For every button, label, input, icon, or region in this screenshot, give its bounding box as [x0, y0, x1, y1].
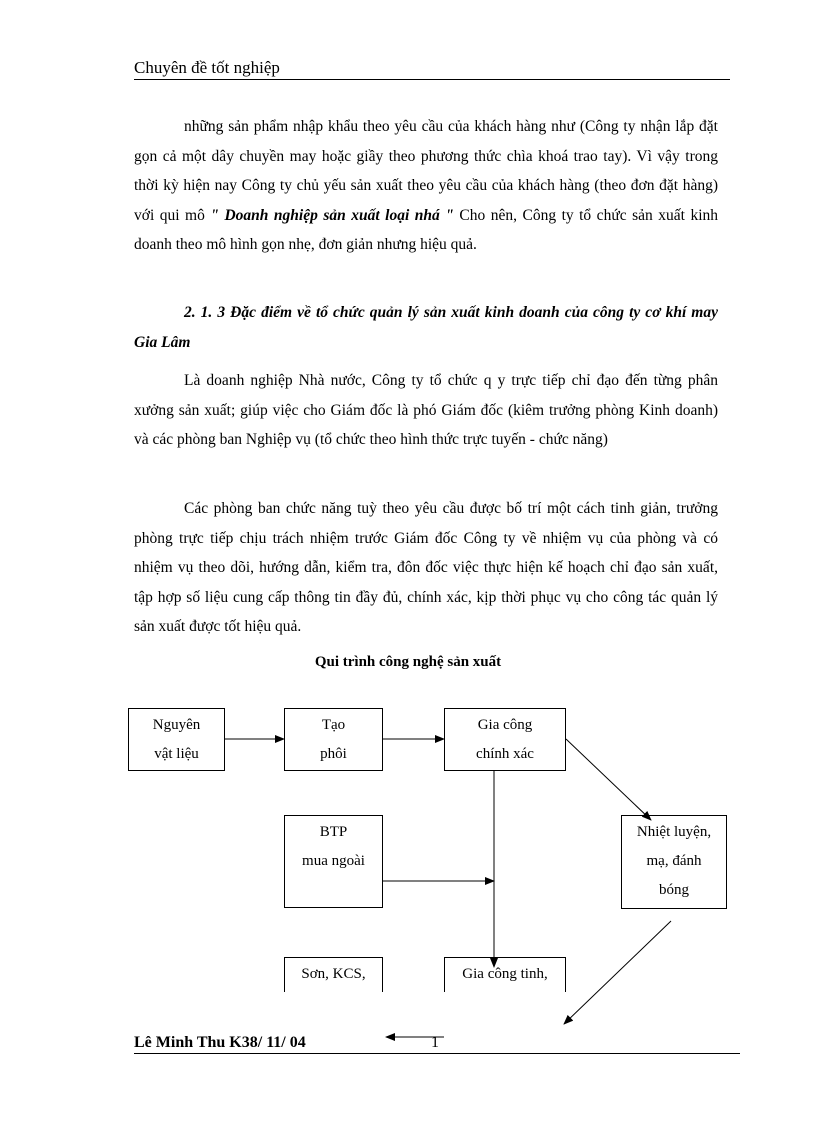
footer-author: Lê Minh Thu K38/ 11/ 04: [134, 1034, 306, 1051]
box-btp-line-2: mua ngoài: [302, 853, 365, 869]
diagram-title: Qui trình công nghệ sản xuất: [314, 654, 502, 670]
box-nhiet-line-1: Nhiệt luyện,: [636, 824, 712, 840]
arrow-nhiet-to-bottom: [564, 921, 671, 1024]
paragraph-3: Các phòng ban chức năng tuỳ theo yêu cầu được bố trí một cách tinh giản, trưởng phòng trực tiếp chịu trách nhiệm trước Giám đốc Công ty về nhiệm vụ của phòng và có nhiệm vụ theo dõi, hướng dẫn, kiểm tra, đôn đốc việc thực hiện kế hoạch chỉ đạo sản xuất, tập hợp số liệu cung cấp thông tin đầy đủ, chính xác, kịp thời phục vụ cho công tác quản lý sản xuất được tốt hiệu quả.: [134, 500, 718, 635]
box-btp-line-1: BTP: [319, 824, 348, 840]
box-son-line-1: Sơn, KCS,: [301, 966, 366, 982]
box-tao-line-2: phôi: [320, 746, 347, 762]
box-giacong-line-2: chính xác: [476, 746, 534, 762]
box-nguyen-line-1: Nguyên: [152, 717, 201, 733]
box-tao-line-1: Tạo: [321, 717, 346, 733]
box-giacongtinh-line-1: Gia công tinh,: [462, 966, 548, 982]
arrow-giacong-to-nhiet: [566, 739, 651, 820]
paragraph-1-text-a: những sản phẩm nhập khẩu theo yêu cầu của khách hàng như (Công ty nhận lắp đặt gọn cả một dây chuyền may hoặc giầy theo phương thức chìa khoá trao tay). Vì vậy trong thời kỳ hiện nay Công ty chủ yếu sản xuất theo yêu cầu của khách hàng (theo đơn đặt hàng) với qui mô: [134, 118, 718, 224]
box-nguyen-line-2: vật liệu: [154, 746, 199, 762]
paragraph-2: Là doanh nghiệp Nhà nước, Công ty tổ chức q y trực tiếp chỉ đạo đến từng phân xưởng sản xuất; giúp việc cho Giám đốc là phó Giám đốc (kiêm trưởng phòng Kinh doanh) và các phòng ban Nghiệp vụ (tổ chức theo hình thức trực tuyến - chức năng): [134, 372, 718, 448]
paragraph-1-text-b: Cho nên, Công ty tổ chức sản xuất kinh doanh theo mô hình gọn nhẹ, đơn giản nhưng hiệu quả.: [134, 206, 718, 253]
section-heading: 2. 1. 3 Đặc điểm về tổ chức quản lý sản xuất kinh doanh của công ty cơ khí may Gia Lâm: [134, 304, 718, 351]
page-footer: [134, 1034, 740, 1054]
box-nhiet-line-3: bóng: [659, 882, 689, 898]
box-nhiet-line-2: mạ, đánh: [646, 853, 702, 869]
header-title: Chuyên đề tốt nghiệp: [134, 58, 280, 77]
box-giacong-line-1: Gia công: [477, 717, 533, 733]
page-number: 1: [431, 1034, 439, 1051]
paragraph-1-emphasis: " Doanh nghiệp sản xuất loại nhá ": [210, 206, 454, 224]
